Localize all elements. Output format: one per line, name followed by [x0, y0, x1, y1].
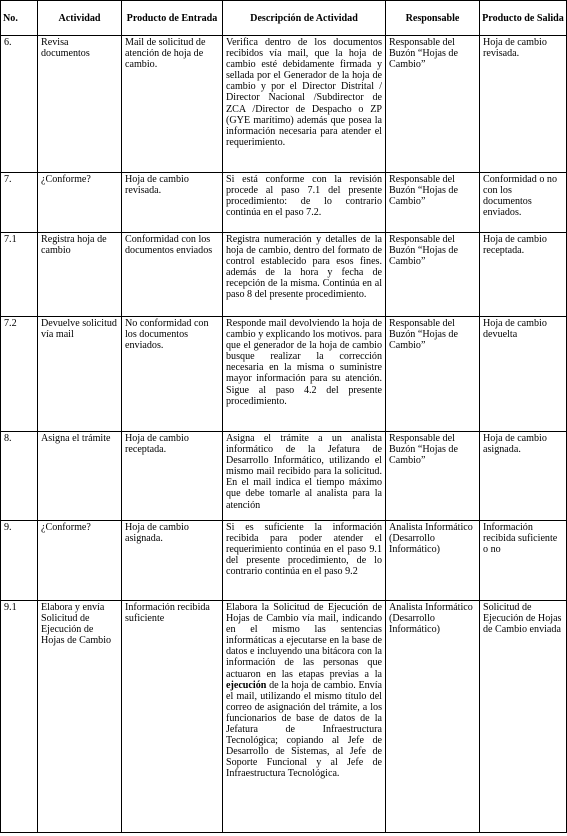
- table-row: [1, 521, 567, 601]
- header-producto-salida: Producto de Salida: [480, 1, 567, 36]
- cell-responsable: Analista Informático (Desarrollo Informático): [386, 521, 480, 601]
- cell-no: 7.2: [1, 317, 38, 432]
- cell-no: 8.: [1, 432, 38, 521]
- cell-salida: Hoja de cambio revisada.: [480, 36, 567, 173]
- cell-actividad: Devuelve solicitud vía mail: [38, 317, 122, 432]
- cell-salida: Hoja de cambio devuelta: [480, 317, 567, 432]
- cell-no: 7.1: [1, 233, 38, 317]
- cell-descripcion: Registra numeración y detalles de la hoja de cambio, dentro del formato de control establecido para esos fines. además de la hora y fecha de recepción de la misma. Continúa en al paso 8 del presente procedimiento.: [223, 233, 386, 317]
- cell-descripcion: Asigna el trámite a un analista informático de la Jefatura de Desarrollo Informático, utilizando el mismo mail recibido para la solicitud. En el mail indica el tiempo máximo que debe tomarle al analista para la atención: [223, 432, 386, 521]
- cell-salida: Conformidad o no con los documentos enviados.: [480, 173, 567, 233]
- cell-responsable: Responsable del Buzón “Hojas de Cambio”: [386, 233, 480, 317]
- header-actividad: Actividad: [38, 1, 122, 36]
- header-responsable: Responsable: [386, 1, 480, 36]
- cell-entrada: Hoja de cambio asignada.: [122, 521, 223, 601]
- cell-no: 7.: [1, 173, 38, 233]
- table-row: [1, 432, 567, 521]
- cell-actividad: ¿Conforme?: [38, 521, 122, 601]
- cell-no: 6.: [1, 36, 38, 173]
- cell-salida: Información recibida suficiente o no: [480, 521, 567, 601]
- cell-descripcion: Responde mail devolviendo la hoja de cambio y explicando los motivos. para que el generador de la hoja de cambio busque realizar la corrección necesaria en la misma o suministre mayor información para su atención. Sigue al paso 4.2 del presente procedimiento.: [223, 317, 386, 432]
- cell-salida: Hoja de cambio receptada.: [480, 233, 567, 317]
- cell-salida: Solicitud de Ejecución de Hojas de Cambio enviada: [480, 601, 567, 833]
- cell-actividad: Elabora y envía Solicitud de Ejecución de Hojas de Cambio: [38, 601, 122, 833]
- cell-responsable: Analista Informático (Desarrollo Informático): [386, 601, 480, 833]
- cell-responsable: Responsable del Buzón “Hojas de Cambio”: [386, 173, 480, 233]
- cell-descripcion: Verifica dentro de los documentos recibidos vía mail, que la hoja de cambio esté debidamente firmada y sellada por el Generador de la hoja de cambio y por el Director Distrital / Director Nacional /Subdirector de ZCA /Director de Despacho o ZP (GYE marítimo) además que posea la información necesaria para atender el requerimiento.: [223, 36, 386, 173]
- cell-entrada: Conformidad con los documentos enviados: [122, 233, 223, 317]
- cell-no: 9.: [1, 521, 38, 601]
- cell-actividad: Revisa documentos: [38, 36, 122, 173]
- cell-entrada: Mail de solicitud de atención de hoja de cambio.: [122, 36, 223, 173]
- cell-responsable: Responsable del Buzón “Hojas de Cambio”: [386, 317, 480, 432]
- cell-salida: Hoja de cambio asignada.: [480, 432, 567, 521]
- table-row: [1, 233, 567, 317]
- cell-no: 9.1: [1, 601, 38, 833]
- cell-responsable: Responsable del Buzón “Hojas de Cambio”: [386, 36, 480, 173]
- cell-responsable: Responsable del Buzón “Hojas de Cambio”: [386, 432, 480, 521]
- cell-actividad: Registra hoja de cambio: [38, 233, 122, 317]
- table-row: [1, 317, 567, 432]
- cell-descripcion: [223, 601, 386, 833]
- cell-entrada: Información recibida suficiente: [122, 601, 223, 833]
- cell-entrada: Hoja de cambio revisada.: [122, 173, 223, 233]
- header-producto-entrada: Producto de Entrada: [122, 1, 223, 36]
- cell-entrada: No conformidad con los documentos enviados.: [122, 317, 223, 432]
- cell-actividad: Asigna el trámite: [38, 432, 122, 521]
- cell-descripcion: Si está conforme con la revisión procede al paso 7.1 del presente procedimiento: de lo contrario continúa en el paso 7.2.: [223, 173, 386, 233]
- cell-entrada: Hoja de cambio receptada.: [122, 432, 223, 521]
- descripcion-text-bold: ejecución: [226, 679, 267, 691]
- table-row: [1, 601, 567, 833]
- header-no: No.: [1, 1, 38, 36]
- table-row: [1, 36, 567, 173]
- descripcion-text-post: de la hoja de cambio. Envía el mail, utilizando el mismo título del correo de asignación del trámite, a los funcionarios de base de datos de la Jefatura de Infraestructura Tecnológica; copiando al Jefe de Desarrollo de Sistemas, al Jefe de Soporte Funcional y al Jefe de Infraestructura Tecnológica.: [226, 679, 382, 780]
- cell-descripcion: Si es suficiente la información recibida para poder atender el requerimiento continúa en el paso 9.1 del presente procedimiento, de lo contrario continúa en el paso 9.2: [223, 521, 386, 601]
- cell-actividad: ¿Conforme?: [38, 173, 122, 233]
- table-row: [1, 173, 567, 233]
- header-row: [1, 1, 567, 36]
- descripcion-text-pre: Elabora la Solicitud de Ejecución de Hojas de Cambio vía mail, indicando en el mismo las sentencias informáticas a ejecutarse en la base de datos e incluyendo una bitácora con la información de las personas que actuaron en las etapas previas a la: [226, 602, 382, 680]
- header-descripcion: Descripción de Actividad: [223, 1, 386, 36]
